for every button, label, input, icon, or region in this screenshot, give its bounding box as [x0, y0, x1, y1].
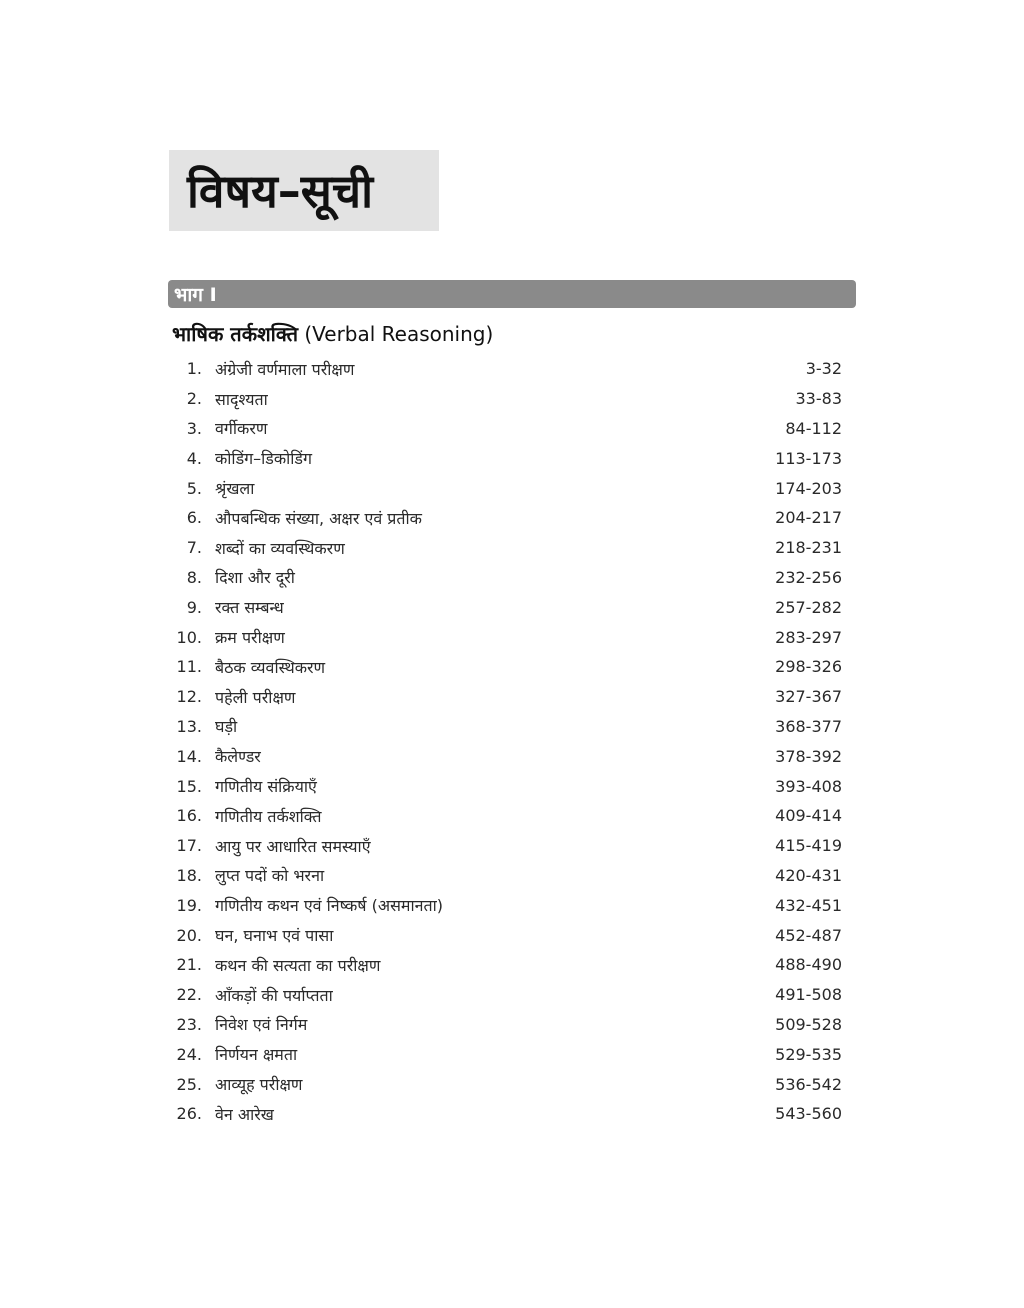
chapter-pages: 298-326	[775, 657, 842, 677]
chapter-number: 22.	[176, 985, 202, 1005]
chapter-title: शब्दों का व्यवस्थिकरण	[215, 538, 345, 558]
chapter-number: 1.	[186, 359, 202, 379]
toc-row	[170, 473, 842, 503]
chapter-number: 13.	[176, 716, 202, 736]
chapter-pages: 257-282	[775, 597, 842, 617]
chapter-number: 16.	[176, 806, 202, 826]
chapter-pages: 393-408	[775, 776, 842, 796]
chapter-number: 23.	[176, 1014, 202, 1034]
chapter-title: वर्गीकरण	[215, 419, 268, 439]
chapter-number: 11.	[176, 657, 202, 677]
toc-row	[170, 592, 842, 622]
table-of-contents	[170, 354, 842, 1129]
part-header-bar	[168, 280, 856, 308]
toc-row	[170, 1010, 842, 1040]
chapter-title: अंग्रेजी वर्णमाला परीक्षण	[215, 359, 355, 379]
chapter-title: घड़ी	[215, 717, 238, 737]
chapter-number: 14.	[176, 746, 202, 766]
page-title: विषय–सूची	[187, 163, 373, 218]
chapter-number: 10.	[176, 627, 202, 647]
toc-row	[170, 503, 842, 533]
toc-row	[170, 354, 842, 384]
chapter-title: निवेश एवं निर्गम	[215, 1015, 308, 1035]
chapter-number: 15.	[176, 776, 202, 796]
toc-row	[170, 890, 842, 920]
chapter-pages: 84-112	[785, 418, 842, 438]
toc-row	[170, 920, 842, 950]
chapter-title: बैठक व्यवस्थिकरण	[215, 657, 326, 677]
chapter-title: पहेली परीक्षण	[215, 687, 296, 707]
chapter-title: वेन आरेख	[215, 1104, 274, 1124]
section-heading-hindi: भाषिक तर्कशक्ति	[172, 322, 298, 346]
chapter-pages: 420-431	[775, 865, 842, 885]
toc-row	[170, 980, 842, 1010]
chapter-title: गणितीय संक्रियाएँ	[215, 777, 317, 797]
chapter-title: लुप्त पदों को भरना	[215, 866, 325, 886]
chapter-title: कोडिंग–डिकोडिंग	[215, 449, 312, 469]
chapter-pages: 33-83	[795, 389, 842, 409]
chapter-title: घन, घनाभ एवं पासा	[215, 926, 334, 946]
chapter-title: कैलेण्डर	[215, 747, 261, 767]
chapter-pages: 204-217	[775, 508, 842, 528]
chapter-pages: 368-377	[775, 716, 842, 736]
chapter-pages: 232-256	[775, 567, 842, 587]
chapter-pages: 378-392	[775, 746, 842, 766]
section-heading	[172, 320, 493, 347]
chapter-number: 7.	[186, 538, 202, 558]
chapter-title: सादृश्यता	[215, 389, 268, 409]
chapter-pages: 488-490	[775, 955, 842, 975]
chapter-pages: 409-414	[775, 806, 842, 826]
chapter-pages: 536-542	[775, 1074, 842, 1094]
chapter-number: 9.	[186, 597, 202, 617]
chapter-pages: 529-535	[775, 1044, 842, 1064]
chapter-number: 20.	[176, 925, 202, 945]
chapter-pages: 283-297	[775, 627, 842, 647]
toc-row	[170, 831, 842, 861]
chapter-pages: 491-508	[775, 985, 842, 1005]
chapter-pages: 174-203	[775, 478, 842, 498]
chapter-pages: 3-32	[805, 359, 842, 379]
chapter-number: 2.	[186, 389, 202, 409]
toc-row	[170, 712, 842, 742]
toc-row	[170, 1069, 842, 1099]
toc-row	[170, 771, 842, 801]
chapter-number: 6.	[186, 508, 202, 528]
toc-row	[170, 652, 842, 682]
page-title-box	[169, 150, 439, 231]
chapter-pages: 509-528	[775, 1014, 842, 1034]
chapter-title: श्रृंखला	[215, 479, 255, 499]
toc-row	[170, 682, 842, 712]
chapter-pages: 113-173	[775, 448, 842, 468]
chapter-title: गणितीय कथन एवं निष्कर्ष (असमानता)	[215, 896, 444, 916]
chapter-number: 3.	[186, 418, 202, 438]
chapter-pages: 415-419	[775, 836, 842, 856]
chapter-number: 18.	[176, 865, 202, 885]
chapter-title: दिशा और दूरी	[215, 568, 295, 588]
chapter-number: 25.	[176, 1074, 202, 1094]
chapter-title: गणितीय तर्कशक्ति	[215, 806, 322, 826]
chapter-number: 17.	[176, 836, 202, 856]
chapter-number: 8.	[186, 567, 202, 587]
section-heading-english: (Verbal Reasoning)	[304, 322, 494, 346]
chapter-title: कथन की सत्यता का परीक्षण	[215, 955, 381, 975]
toc-row	[170, 384, 842, 414]
toc-row	[170, 443, 842, 473]
chapter-title: आव्यूह परीक्षण	[215, 1075, 303, 1095]
toc-row	[170, 741, 842, 771]
toc-row	[170, 1099, 842, 1129]
chapter-number: 12.	[176, 687, 202, 707]
chapter-number: 4.	[186, 448, 202, 468]
toc-row	[170, 861, 842, 891]
toc-row	[170, 622, 842, 652]
chapter-number: 26.	[176, 1104, 202, 1124]
chapter-pages: 543-560	[775, 1104, 842, 1124]
chapter-pages: 452-487	[775, 925, 842, 945]
chapter-title: निर्णयन क्षमता	[215, 1045, 298, 1065]
chapter-title: रक्त सम्बन्ध	[215, 598, 284, 618]
toc-row	[170, 950, 842, 980]
chapter-pages: 327-367	[775, 687, 842, 707]
part-label: भाग I	[174, 284, 217, 306]
chapter-title: क्रम परीक्षण	[215, 628, 285, 648]
chapter-pages: 218-231	[775, 538, 842, 558]
chapter-title: आँकड़ों की पर्याप्तता	[215, 985, 333, 1005]
chapter-pages: 432-451	[775, 895, 842, 915]
toc-row	[170, 414, 842, 444]
chapter-number: 19.	[176, 895, 202, 915]
chapter-number: 21.	[176, 955, 202, 975]
chapter-title: आयु पर आधारित समस्याएँ	[215, 836, 371, 856]
toc-row	[170, 1039, 842, 1069]
chapter-title: औपबन्धिक संख्या, अक्षर एवं प्रतीक	[215, 508, 422, 528]
toc-row	[170, 563, 842, 593]
chapter-number: 5.	[186, 478, 202, 498]
toc-row	[170, 533, 842, 563]
toc-row	[170, 801, 842, 831]
chapter-number: 24.	[176, 1044, 202, 1064]
